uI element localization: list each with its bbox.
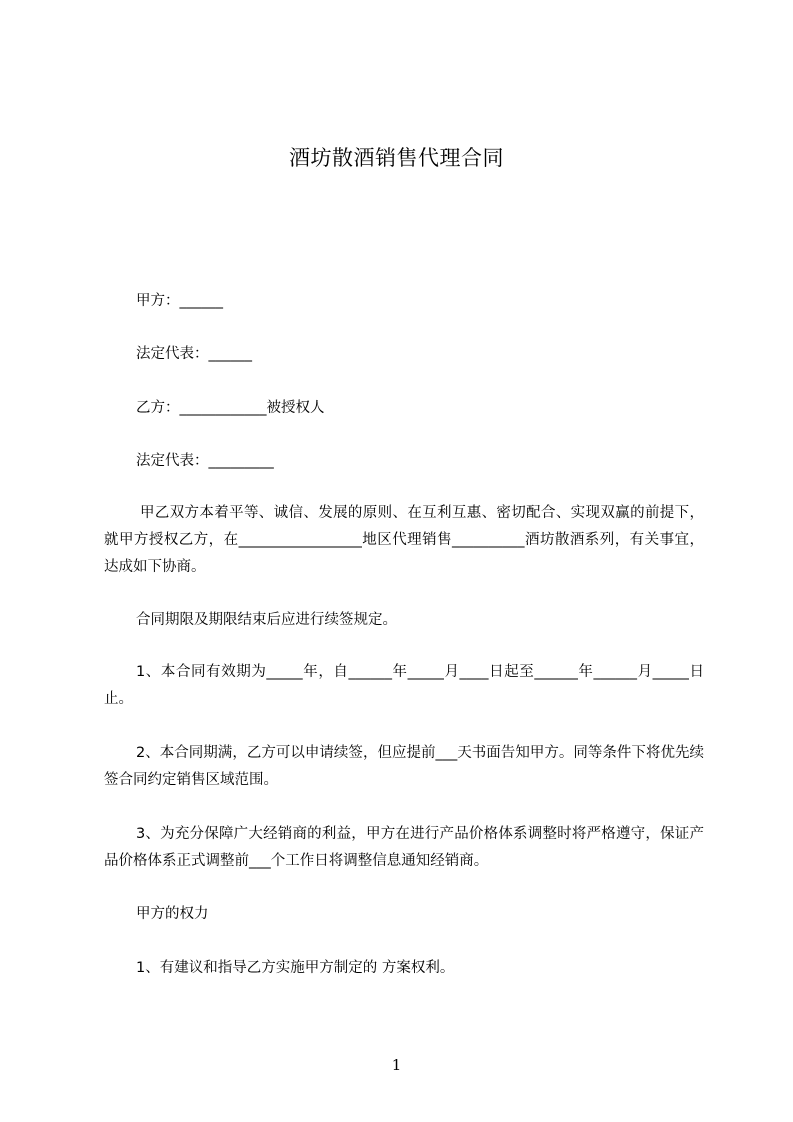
page-number: 1 [391, 1056, 402, 1074]
clause-3-paragraph: 3、为充分保障广大经销商的利益，甲方在进行产品价格体系调整时将严格遵守，保证产品价格体系正式调整前___个工作日将调整信息通知经销商。 [104, 826, 704, 869]
party-a-line: 甲方：______ [136, 293, 223, 309]
preamble-paragraph: 甲乙双方本着平等、诚信、发展的原则、在互利互惠、密切配合、实现双赢的前提下，就甲方授权乙方，在_________________地区代理销售__________酒坊散酒系列，有关事宜，达成如下协商。 [104, 505, 704, 575]
party-a-representative-line: 法定代表：______ [136, 346, 252, 362]
right-1-line: 1、有建议和指导乙方实施甲方制定的 方案权利。 [136, 960, 455, 976]
document-title: 酒坊散酒销售代理合同 [289, 146, 504, 170]
clause-1-paragraph: 1、本合同有效期为_____年，自______年_____月____日起至______年______月_____日止。 [104, 664, 704, 707]
clause-2-paragraph: 2、本合同期满，乙方可以申请续签，但应提前___天书面告知甲方。同等条件下将优先续签合同约定销售区域范围。 [104, 745, 704, 788]
party-b-representative-line: 法定代表：_________ [136, 453, 274, 469]
party-b-line: 乙方：____________被授权人 [136, 400, 325, 416]
term-section-heading: 合同期限及期限结束后应进行续签规定。 [136, 612, 397, 628]
party-a-rights-heading: 甲方的权力 [136, 906, 209, 922]
